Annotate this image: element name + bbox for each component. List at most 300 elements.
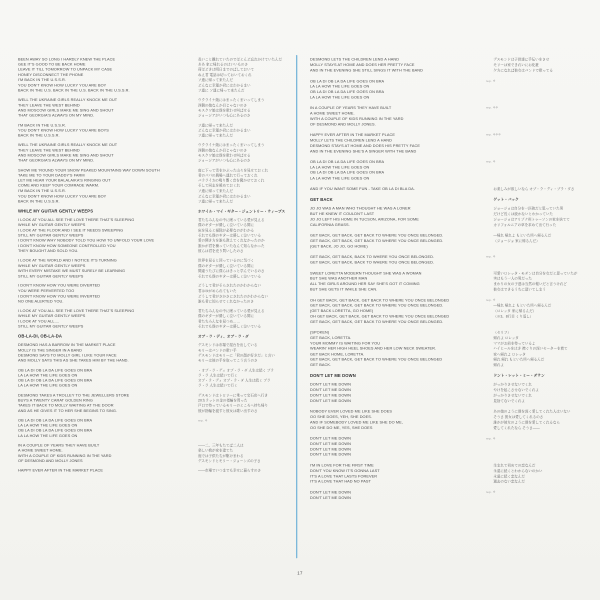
lyric-line-en: NO ONE ALERTED YOU.: [17, 299, 64, 304]
lyric-line-en: GET BACK, LORETTA.: [309, 335, 352, 340]
stanza-row: [18, 468, 288, 473]
lyric-line-en: WEARIN' HER HIGH HEEL SHOES AND HER LOW NECK SWEATER.: [309, 346, 437, 351]
page-number: 17: [297, 570, 303, 576]
japanese-translation-stanza: [198, 418, 288, 423]
lyric-line-jp: 西側の娘なんか目じゃないのさ: [197, 148, 247, 153]
lyric-line-en: YOUR MOMMY IS WAITING FOR YOU: [309, 341, 381, 346]
song-title-jp: ゲット・バック: [493, 197, 519, 202]
lyric-line-en: IN A COUPLE OF YEARS THEY HAVE BUILT: [17, 443, 100, 448]
lyric-line-jp: 誰かが彼女のように僕を愛してくれるなら: [493, 420, 560, 425]
lyric-line-en: THEY BOUGHT AND SOLD YOU.: [17, 249, 79, 254]
lyric-line-jp: そして同志を暖めておくれ: [197, 183, 240, 188]
lyric-line-en: GET BACK, GET BACK, GET BACK TO WHERE YOU ONCE BELONGED.: [309, 239, 444, 244]
japanese-translation-stanza: [198, 368, 288, 389]
stanza-row: [18, 123, 288, 139]
repeat-marker: rep. ※※※: [485, 133, 501, 137]
lyric-line-jp: デスモンドとモリー・ジョーンズの子さ: [197, 459, 261, 464]
lyric-line-en: BUYS A TWENTY CARAT GOLDEN RING: [17, 398, 93, 403]
japanese-translation-stanza: [486, 186, 583, 191]
song-title-en: DON'T LET ME DOWN: [309, 373, 356, 379]
lyric-line-jp: ——二、三年もたてば二人は: [197, 443, 244, 448]
lyric-line-jp: ウクライナ娘にはまったくまいってしまう: [197, 143, 265, 148]
japanese-translation-stanza: [198, 309, 288, 330]
song-section-while-my-guitar-gently-weeps: [18, 209, 288, 330]
stanza-row: [18, 168, 288, 204]
right-half-lyrics-column: [310, 57, 583, 506]
japanese-translation-stanza: [198, 393, 288, 414]
song-title-en: GET BACK: [309, 197, 333, 203]
lyric-line-en: DON'T LET ME DOWN: [309, 495, 351, 500]
stanza-row: [18, 283, 288, 304]
lyric-line-en: I'M BACK IN THE U.S.S.R.: [17, 123, 67, 128]
repeat-marker: rep. ※: [485, 79, 496, 83]
english-lyrics-stanza: [18, 98, 198, 119]
stanza-row: [18, 309, 288, 330]
lyric-line-en: IT'S A LOVE THAT HAD NO PAST: [309, 479, 371, 484]
song-section-get-back: [310, 197, 583, 368]
lyric-line-en: JO JO WAS A MAN WHO THOUGHT HE WAS A LONER: [309, 206, 411, 211]
lyric-line-jp: 長いこと離れていたのでほとんど忘れかけていたんだ: [197, 57, 282, 62]
lyric-line-en: GET BACK, GET BACK, GET BACK TO WHERE YOU ONCE BELONGED.: [309, 303, 444, 308]
lyric-line-en: HAPPY EVER AFTER IN THE MARKET PLACE: [17, 468, 104, 473]
lyric-line-jp: 帰れよ ロレッタ: [493, 335, 519, 340]
song-heading-row: [310, 197, 583, 202]
lyric-line-jp: どんなに幸運か君にはわかるまい: [197, 128, 251, 133]
lyric-line-jp: そうさ 彼女は愛してくれるのさ: [493, 415, 544, 420]
stanza-row: [18, 393, 288, 414]
lyric-line-en: DON'T LET ME DOWN: [309, 398, 351, 403]
japanese-translation-stanza: [198, 468, 288, 473]
lyric-line-en: DON'T LET ME DOWN: [309, 382, 351, 387]
lyric-line-jp: 20カラットの金の指輪を買った: [197, 398, 248, 403]
lyric-line-en: MOLLY IS THE SINGER IN A BAND: [17, 348, 82, 353]
japanese-translation-stanza: [486, 298, 583, 319]
lyric-line-en: OB LA DI OB LA DA LIFE GOES ON BRA: [17, 428, 93, 433]
english-lyrics-stanza: [18, 368, 198, 389]
lyric-line-jp: 僕のギターが優しく泣いている間に: [197, 314, 254, 319]
japanese-translation-stanza: [486, 132, 583, 137]
song-title-en: OB-LA-DI, OB-LA-DA: [17, 334, 63, 339]
lyric-line-en: OB LA DI OB LA DA LIFE GOES ON BRA: [309, 79, 385, 84]
lyric-line-jp: （セリフ）: [493, 330, 511, 335]
stanza-row: [310, 132, 583, 154]
lyric-line-en: I LOOK AT YOU ALL....: [17, 319, 60, 324]
japanese-translation-stanza: [486, 436, 583, 441]
english-lyrics-stanza: [18, 57, 198, 93]
lyric-line-en: THAT GEORGIA'S ALWAYS ON MY MIND.: [17, 113, 95, 118]
lyric-line-jp: ラ・ラ 人生は続いて行く: [197, 373, 238, 378]
lyric-line-jp: 君はゆがめられてもいた: [197, 288, 237, 293]
stanza-row: [310, 382, 583, 404]
english-lyrics-stanza: [18, 343, 198, 364]
stanza-row: [310, 159, 583, 181]
lyric-line-en: A HOME SWEET HOME.: [17, 448, 63, 453]
lyric-line-en: I DON'T KNOW HOW SOMEONE CONTROLLED YOU: [17, 243, 116, 248]
lyric-line-jp: ソ連に帰って来たんだ: [197, 133, 233, 138]
lyric-line-jp: （ロレッタ 家に帰るんだ）: [493, 308, 537, 313]
lyric-line-en: AND MOSCOW GIRLS MAKE ME SING AND SHOUT: [17, 153, 114, 158]
lyric-line-en: BUT SHE WAS ANOTHER MAN: [309, 276, 368, 281]
lyric-line-en: YOU DON'T KNOW HOW LUCKY YOU ARE BOYS: [17, 128, 109, 133]
lyric-line-en: GET BACK, GET BACK, GET BACK TO WHERE YOU ONCE BELONGED: [309, 357, 443, 362]
lyric-line-en: DESMOND LETS THE CHILDREN LEND A HAND: [309, 57, 400, 62]
lyric-line-en: (SPOKEN): [309, 330, 330, 335]
japanese-translation-stanza: [486, 57, 583, 73]
lyric-line-jp: ああ 家に帰れるのはいいものさ: [197, 62, 248, 67]
stanza-row: [18, 57, 288, 93]
lyric-line-jp: 永遠に続くとわからないのかい: [493, 468, 543, 473]
english-lyrics-stanza: [18, 393, 198, 414]
lyric-line-en: A HOME SWEET HOME.: [309, 111, 355, 116]
stanza-row: [310, 436, 583, 458]
japanese-translation-stanza: [198, 98, 288, 119]
lyric-line-jp: モスクワ娘は僕を歌わせ叫ばせる: [197, 153, 251, 158]
japanese-translation-stanza: [198, 343, 288, 364]
lyric-line-jp: （※3、8行目 くり返し）: [493, 314, 534, 319]
lyric-line-en: LA LA HOW THE LIFE GOES ON: [17, 434, 78, 439]
lyric-line-en: WITH A COUPLE OF KIDS RUNNING IN THE YARD: [17, 453, 112, 458]
english-lyrics-stanza: [18, 418, 198, 439]
lyric-line-en: GET BACK, GET BACK, GET BACK TO WHERE YOU ONCE BELONGED.: [309, 233, 444, 238]
stanza-row: [310, 463, 583, 485]
stanza-row: [310, 490, 583, 501]
lyric-line-en: DESMOND STAYS AT HOME AND DOES HIS PRETTY FACE: [309, 143, 420, 148]
repeat-marker: rep. ※: [485, 490, 496, 494]
lyric-line-jp: （ジョージョ 家に帰るんだ）: [493, 239, 540, 244]
song-heading-row: [18, 209, 288, 214]
stanza-row: [18, 343, 288, 364]
song-title-jp: オブ・ラ・ディ、オブ・ラ・ダ: [197, 334, 249, 339]
lyric-line-jp: 間違うたびに僕らはきっと学んでいるのさ: [197, 269, 265, 274]
lyric-line-jp: ジョージョは自分を一匹狼だと思っていた男: [493, 206, 564, 211]
song-heading-jp-col: [486, 373, 583, 378]
lyric-line-en: DESMOND HAS A BARROW IN THE MARKET PLACE: [17, 343, 116, 348]
lyric-line-jp: カリフォルニアの草を求めて出て行った: [493, 222, 557, 227]
lyric-line-en: LA LA HOW THE LIFE GOES ON: [17, 423, 78, 428]
japanese-translation-stanza: [198, 218, 288, 254]
lyric-line-en: LA LA HOW THE LIFE GOES ON: [309, 84, 370, 89]
song-title-jp: ホワイル・マイ・ギター・ジェントリー・ウィープス: [197, 209, 286, 214]
lyric-line-en: NOBODY EVER LOVED ME LIKE SHE DOES: [309, 409, 393, 414]
lyric-line-jp: ママがお前を待っているよ: [493, 341, 536, 346]
japanese-translation-stanza: [486, 105, 583, 110]
lyric-line-jp: ソ連に帰って来たんだ: [197, 78, 233, 83]
lyric-line-en: BEEN AWAY SO LONG I HARDLY KNEW THE PLACE: [17, 57, 116, 62]
stanza-row: [310, 409, 583, 431]
lyric-line-jp: デスモンドは市場で屋台を出している: [197, 343, 258, 348]
song-heading-en-col: [310, 197, 486, 202]
lyric-line-en: MOLLY STAYS AT HOME AND DOES HER PRETTY FACE: [309, 63, 415, 68]
japanese-translation-stanza: [198, 123, 288, 139]
lyric-line-jp: 誰かが君を操っていたなんて知らなかった: [197, 243, 265, 248]
english-lyrics-stanza: [18, 218, 198, 254]
english-lyrics-stanza: [18, 443, 198, 464]
lyric-line-en: OF DESMOND AND MOLLY JONES.: [309, 122, 376, 127]
lyric-line-en: I LOOK AT THE WORLD AND I NOTICE IT'S TURNING: [17, 258, 117, 263]
japanese-translation-stanza: [486, 463, 583, 485]
lyric-line-en: OF DESMOND AND MOLLY JONES: [17, 459, 83, 464]
lyric-line-en: STILL MY GUITAR GENTLY WEEPS: [17, 324, 84, 329]
english-lyrics-stanza: [18, 468, 198, 473]
lyric-line-en: YOU DON'T KNOW HOW LUCKY YOU ARE BOY: [17, 194, 107, 199]
lyric-line-en: LA LA HOW THE LIFE GOES ON: [309, 176, 370, 181]
lyric-line-en: AND MOSCOW GIRLS MAKE ME SING AND SHOUT: [17, 108, 114, 113]
repeat-marker: rep. ※: [485, 298, 496, 302]
lyric-line-en: IT'S A LOVE THAT LASTS FOREVER: [309, 474, 378, 479]
lyric-line-jp: 見捨てないでくれよ: [493, 398, 525, 403]
lyric-line-en: CALIFORNIA GRASS.: [309, 222, 350, 227]
lyric-line-jp: 君たちみんなの中に眠っている愛が見える: [197, 308, 265, 313]
repeat-marker: rep. ※: [485, 436, 496, 440]
lyric-line-en: DON'T LET ME DOWN: [309, 490, 351, 495]
lyric-line-jp: 誰も君に知らせてくれなかったのさ: [197, 299, 254, 304]
lyric-line-jp: それでも僕のギターは優しく泣いている: [197, 274, 261, 279]
stanza-row: [310, 233, 583, 249]
lyric-line-en: WHILE MY GUITAR GENTLY WEEPS: [17, 263, 86, 268]
lyric-line-jp: オブ・ラ・ディ オブ・ラ・ダ 人生は続く ブラ: [197, 378, 271, 383]
stanza-row: [310, 254, 583, 265]
japanese-translation-stanza: [486, 382, 583, 404]
english-lyrics-stanza: [310, 271, 486, 293]
japanese-translation-stanza: [486, 79, 583, 84]
lyric-line-en: OH GET BACK, GET BACK, GET BACK TO WHERE YOU ONCE BELONGED: [309, 314, 450, 319]
lyric-line-jp: ——市場でいつまでも幸せに暮らすのさ: [197, 468, 261, 473]
english-lyrics-stanza: [310, 57, 486, 73]
lyric-line-en: SWEET LORETTA MODERN THOUGHT SHE WAS A WOMAN: [309, 271, 422, 276]
english-lyrics-stanza: [310, 330, 486, 368]
lyric-line-en: (GET BACK, JO JO, GO HOME): [309, 244, 368, 249]
lyric-line-en: OB LA DI OB LA DA LIFE GOES ON BRA: [17, 378, 93, 383]
lyric-line-en: GEE IT'S GOOD TO BE BACK HOME: [17, 62, 86, 67]
lyric-line-jp: ・オブ・ラ・ディ オブ・ラ・ダ 人生は続く ブラ: [197, 368, 274, 373]
lyric-line-jp: ラ・ラ 人生は続いて行く: [197, 383, 238, 388]
lyric-line-jp: 彼女はできるうちに頂いてしまう: [493, 287, 546, 292]
english-lyrics-stanza: [310, 298, 486, 325]
lyric-line-jp: デスモンドはトロリーに乗って宝石店へ行き: [197, 393, 268, 398]
lyric-line-jp: 南に下って雪をかぶった山々を見せておくれ: [197, 168, 268, 173]
lyric-line-jp: 君のパパの農場へ連れて行っておくれ: [197, 173, 258, 178]
lyric-line-en: BUT SHE GETS IT WHILE SHE CAN.: [309, 287, 378, 292]
english-lyrics-stanza: [18, 123, 198, 139]
song-heading-en-col: [18, 209, 198, 214]
stanza-row: [310, 271, 583, 293]
english-lyrics-stanza: [310, 186, 486, 191]
english-lyrics-stanza: [310, 105, 486, 127]
lyric-line-en: LEAVE IT TILL TOMORROW TO UNPACK MY CASE: [17, 67, 113, 72]
stanza-row: [18, 258, 288, 279]
lyric-line-jp: —帰れ 帰れよ もといた所へ帰るんだ: [493, 233, 552, 238]
lyric-line-jp: 夕方になれば彼女はバンドで歌ってる: [493, 68, 553, 73]
stanza-row: [310, 79, 583, 101]
lyric-line-jp: がっかりさせないでくれ: [493, 382, 532, 387]
english-lyrics-stanza: [310, 436, 486, 458]
english-lyrics-stanza: [310, 409, 486, 431]
lyric-line-en: AND IN THE EVENING SHE STILL SINGS IT WITH THE BAND: [309, 68, 423, 73]
lyric-line-jp: どんなに幸運か君にはわかるまい: [197, 194, 251, 199]
lyric-line-en: BACK IN THE U.S.S.R.: [17, 199, 60, 204]
lyric-line-jp: モリーは彼の手を取ってこう言うのさ: [197, 358, 258, 363]
lyric-line-en: MOLLY LETS THE CHILDREN LEND A HAND: [309, 138, 392, 143]
lyric-line-jp: 戸口で待っているモリーのところへ持ち帰り: [197, 403, 268, 408]
lyric-line-en: YOU DON'T KNOW HOW LUCKY YOU ARE BOY: [17, 83, 107, 88]
lyric-line-jp: やけを起こさせないでくれよ: [493, 388, 539, 393]
english-lyrics-stanza: [18, 168, 198, 204]
lyric-line-en: TAKE ME TO YOUR DADDY'S FARM: [17, 173, 85, 178]
lyric-line-en: I DON'T KNOW HOW YOU WERE DIVERTED: [17, 283, 101, 288]
song-title-jp: ドント・レット・ミー・ダウン: [493, 373, 545, 378]
lyric-line-jp: 生まれて初めての恋なんだ: [493, 463, 536, 468]
lyric-line-en: WITH EVERY MISTAKE WE MUST SURELY BE LEARNING: [17, 269, 126, 274]
lyric-line-en: I DON'T KNOW HOW YOU WERE INVERTED: [17, 294, 101, 299]
lyric-line-jp: 床を見ると掃除が必要なのがわかる: [197, 228, 254, 233]
lyric-line-en: SHOW ME 'ROUND YOUR SNOW PEAKED MOUNTAINS WAY DOWN SOUTH: [17, 168, 160, 173]
lyric-line-jp: ジョージョはアリゾナ州トゥーソンの家を捨てて: [493, 217, 570, 222]
lyric-line-jp: 過去のない恋なんだ: [493, 479, 525, 484]
lyric-line-jp: 世界を見ると回っているのに気づく: [197, 258, 254, 263]
lyric-line-en: OO SHE DO ME, YES, SHE DOES: [309, 425, 373, 430]
lyric-line-en: GET BACK, GET BACK, BACK TO WHERE YOU ONCE BELONGED.: [309, 260, 435, 265]
lyric-line-en: HONEY DISCONNECT THE PHONE: [17, 72, 84, 77]
lyric-line-en: STILL MY GUITAR GENTLY WEEPS: [17, 274, 84, 279]
japanese-translation-stanza: [486, 409, 583, 431]
japanese-translation-stanza: [486, 330, 583, 368]
lyric-line-jp: 西側の娘なんか目じゃないのさ: [197, 103, 247, 108]
lyric-line-jp: 彼らは君を売り買いしたのさ: [197, 249, 244, 254]
lyric-line-jp: —帰れ 帰れよ もといた所へ帰るんだ: [493, 303, 552, 308]
japanese-translation-stanza: [198, 283, 288, 304]
lyric-line-en: STILL MY GUITAR GENTLY WEEPS: [17, 233, 84, 238]
stanza-row: [18, 368, 288, 389]
lyric-line-jp: 永遠に続く恋なんだ: [493, 474, 525, 479]
lyric-line-en: OO SHE DOES, YEH, SHE DOES.: [309, 415, 373, 420]
english-lyrics-stanza: [18, 143, 198, 164]
lyric-line-en: THEY LEAVE THE WEST BEHIND: [17, 148, 80, 153]
lyric-line-en: AND IN THE EVENING SHE'S A SINGER WITH THE BAND: [309, 149, 417, 154]
column-divider-line: [296, 55, 297, 558]
lyric-line-jp: 愛の開き方を誰も教えてくれなかったのか: [197, 238, 265, 243]
lyric-line-en: YOU WERE PERVERTED TOO: [17, 288, 75, 293]
lyric-line-jp: ソ連に帰って来たんだ: [197, 189, 233, 194]
lyric-line-en: AND IF SOMEBODY LOVED ME LIKE SHE DO ME,: [309, 420, 403, 425]
lyric-line-en: I LOOK AT YOU ALL SEE THE LOVE THERE THAT'S SLEEPING: [17, 308, 135, 313]
lyric-line-en: WITH A COUPLE OF KIDS RUNNING IN THE YARD: [309, 116, 404, 121]
lyric-line-jp: だけど長くは続かないとわかっていた: [493, 212, 553, 217]
lyric-line-jp: 帰れ 帰れ もといた所へ帰るんだ: [493, 357, 545, 362]
lyric-line-en: I'M BACK IN THE U.S.S.R.: [17, 78, 67, 83]
lyric-line-jp: それでも僕のギターは優しく泣いている: [197, 233, 261, 238]
lyric-line-jp: 荷ほどきは明日までのばしておいて: [197, 67, 254, 72]
lyric-line-en: OB LA DI OB LA DA LIFE GOES ON BRA: [17, 368, 93, 373]
lyric-line-en: WHILE MY GUITAR GENTLY WEEPS: [17, 223, 86, 228]
lyric-line-en: DON'T LET ME DOWN: [309, 393, 351, 398]
lyric-line-en: DON'T LET ME DOWN: [309, 388, 351, 393]
lyric-line-en: I LOOK AT THE FLOOR AND I SEE IT NEEDS SWEEPING: [17, 228, 124, 233]
lyric-line-en: LA LA HOW THE LIFE GOES ON: [17, 383, 78, 388]
lyric-line-en: WHILE MY GUITAR GENTLY WEEPS: [17, 314, 86, 319]
japanese-translation-stanza: [198, 143, 288, 164]
lyric-line-en: DESMOND TAKES A TROLLEY TO THE JEWELLERS STORE: [17, 393, 130, 398]
lyric-line-en: JO JO LEFT HIS HOME IN TUCSON, ARIZONA, FOR SOME: [309, 217, 419, 222]
song-section-dont-let-me-down: [310, 373, 583, 501]
lyric-line-jp: お楽しみが欲しいなら オブ・ラ・ディ・ブラ・ダさ: [493, 186, 575, 191]
lyric-line-en: DON'T YOU KNOW IT'S GONNA LAST: [309, 468, 380, 473]
lyric-line-en: TAKES IT BACK TO MOLLY WAITING AT THE DOOR: [17, 403, 114, 408]
lyric-line-jp: 君たちみんなの中に眠っている愛が見える: [197, 217, 265, 222]
lyric-line-en: THEY LEAVE THE WEST BEHIND: [17, 103, 80, 108]
song-heading-en-col: [310, 373, 486, 378]
japanese-translation-stanza: [486, 271, 583, 293]
stanza-row: [18, 143, 288, 164]
lyric-line-jp: ソ連に ソ連に帰って来たんだ: [197, 88, 245, 93]
lyric-line-jp: 帰れよ: [493, 362, 504, 367]
lyric-line-jp: 家へ帰れよ ロレッタ: [493, 352, 526, 357]
lyric-line-jp: どうして君がそらされたのかわからない: [197, 283, 261, 288]
lyric-line-en: BUT HE KNEW IT COULDN'T LAST: [309, 212, 375, 217]
stanza-row: [310, 105, 583, 127]
lyric-line-jp: 愛してくれたなら そうさ——: [493, 425, 540, 430]
lyric-line-jp: ウクライナ娘にはまったくまいってしまう: [197, 98, 265, 103]
english-lyrics-stanza: [310, 159, 486, 181]
lyric-line-en: WELL THE UKRAINE GIRLS REALLY KNOCK ME OUT: [17, 98, 118, 103]
japanese-translation-stanza: [486, 206, 583, 228]
lyric-line-en: (GET BACK LORETTA, GO HOME): [309, 309, 374, 314]
lyric-line-jp: ねえ君 電話は切っておいておくれ: [197, 72, 252, 77]
stanza-row: [310, 186, 583, 191]
lyric-line-jp: デスモンドはモリーに「君の顔が好きだ」と言い: [197, 353, 275, 358]
lyric-line-en: IN A COUPLE OF YEARS THEY HAVE BUILT: [309, 106, 392, 111]
song-heading-row: [310, 373, 583, 378]
stanza-row: [18, 98, 288, 119]
lyric-line-jp: あの娘のように僕を深く愛してくれた人はいない: [493, 409, 571, 414]
lyric-line-en: LA LA HOW THE LIFE GOES ON: [17, 373, 78, 378]
lyric-line-en: OB LA DI OB LA DA LIFE GOES ON BRA: [309, 160, 385, 165]
lyric-line-en: I'M BACK IN THE U.S.S.R.: [17, 189, 67, 194]
lyric-line-en: AND MOLLY SAYS THIS AS SHE TAKES HIM BY THE HAND.: [17, 358, 129, 363]
lyric-line-en: AND AS HE GIVES IT TO HER SHE BEGINS TO SING.: [17, 408, 118, 413]
lyric-line-jp: まわりの女の子達は当然の報いだと言うけれど: [493, 282, 567, 287]
song-title-en: WHILE MY GUITAR GENTLY WEEPS: [17, 208, 94, 214]
lyric-line-jp: 僕のギターが優しく泣いている間に: [197, 263, 254, 268]
lyric-line-en: LA LA HOW THE LIFE GOES ON: [309, 95, 370, 100]
lyric-line-jp: 楽しい我が家を建てた: [197, 448, 233, 453]
lyric-line-jp: 可愛いロレッタ・モダンは自分を女だと思っていたが: [493, 271, 578, 276]
lyric-line-jp: がっかりさせないでくれ: [493, 393, 532, 398]
lyric-line-jp: それでも僕のギターは優しく泣いている: [197, 324, 261, 329]
lyric-line-en: OH GET BACK, GET BACK, GET BACK TO WHERE YOU ONCE BELONGED: [309, 298, 450, 303]
lyric-line-en: WELL THE UKRAINE GIRLS REALLY KNOCK ME OUT: [17, 143, 118, 148]
song-section-back-in-the-ussr-continued: [18, 57, 288, 204]
lyric-line-en: LA LA HOW THE LIFE GOES ON: [309, 165, 370, 170]
lyric-line-en: I'M IN LOVE FOR THE FIRST TIME: [309, 463, 374, 468]
lyric-line-en: BACK IN THE U.S. BACK IN THE U.S. BACK IN THE U.S.S.R.: [17, 88, 130, 93]
japanese-translation-stanza: [486, 254, 583, 259]
japanese-translation-stanza: [198, 443, 288, 464]
lyric-line-jp: 彼が指輪を渡すと彼女は歌い出すのさ: [197, 408, 258, 413]
lyric-line-en: OB LA DI OB LA DA LIFE GOES ON BRA: [309, 170, 385, 175]
lyric-line-en: LET ME HEAR YOUR BALALAIKA'S RINGING OUT: [17, 178, 111, 183]
english-lyrics-stanza: [310, 79, 486, 101]
lyric-line-jp: モリーはバンドの歌い手: [197, 348, 237, 353]
japanese-translation-stanza: [486, 233, 583, 244]
lyric-line-en: DON'T LET ME DOWN: [309, 436, 351, 441]
lyric-line-en: GET BACK, GET BACK, BACK TO WHERE YOU ONCE BELONGED.: [309, 255, 435, 260]
lyric-line-jp: どうして君がさかさにされたのかわからない: [197, 294, 268, 299]
english-lyrics-stanza: [310, 463, 486, 485]
song-heading-jp-col: [486, 197, 583, 202]
song-section-ob-la-di-continued: [310, 57, 583, 192]
lyric-line-jp: 僕のギターが優しく泣いている間に: [197, 223, 254, 228]
lyric-line-jp: どんなに幸運か君にはわかるまい: [197, 83, 251, 88]
